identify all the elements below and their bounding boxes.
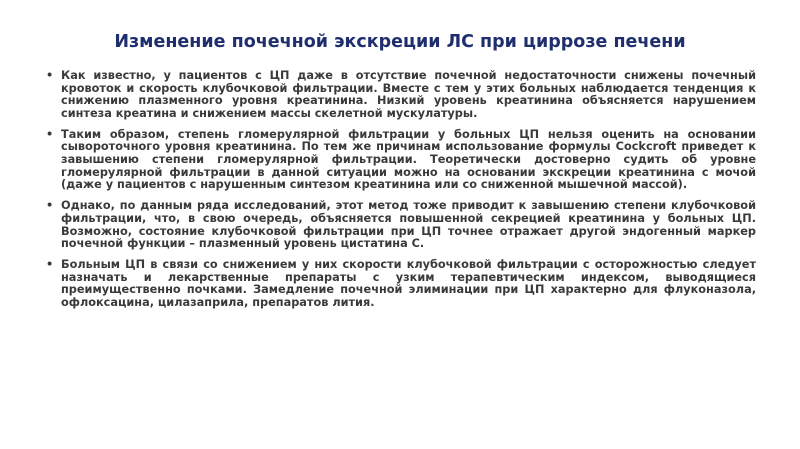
- bullet-icon: •: [46, 127, 54, 141]
- paragraph-text: Однако, по данным ряда исследований, этот метод тоже приводит к завышению степени клубочковой фильтрации, что, в свою очередь, объясняется повышенной секрецией креатинина у больных ЦП. Возможно, состояние клубочковой фильтрации при ЦП точнее отражает другой эндогенный маркер почечной функции – плазменный уровень цистатина С.: [61, 199, 756, 251]
- bullet-paragraph-2: [44, 129, 756, 192]
- bullet-icon: •: [46, 258, 54, 272]
- paragraph-text: Больным ЦП в связи со снижением у них скорости клубочковой фильтрации с осторожностью следует назначать и лекарственные препараты с узким терапевтическим индексом, выводящиеся преимущественно почками. Замедление почечной элиминации при ЦП характерно для флуконазола, офлоксацина, цилазаприла, препаратов лития.: [61, 258, 756, 309]
- bullet-icon: •: [46, 69, 54, 82]
- paragraph-text: Таким образом, степень гломерулярной фильтрации у больных ЦП нельзя оценить на основании сывороточного уровня креатинина. По тем же причинам использование формулы Cockcroft приведет к завышению степени гломерулярной фильтрации. Теоретически достоверно судить об уровне гломерулярной фильтрации в данной ситуации можно на основании экскреции креатинина с мочой (даже у пациентов с нарушенным синтезом креатинина или со сниженной мышечной массой).: [61, 127, 756, 192]
- bullet-icon: •: [46, 199, 54, 213]
- paragraph-text: Как известно, у пациентов с ЦП даже в отсутствие почечной недостаточности снижены почечный кровоток и скорость клубочковой фильтрации. Вместе с тем у этих больных наблюдается тенденция к снижению плазменного уровня креатинина. Низкий уровень креатинина объясняется нарушением синтеза креатина и снижением массы скелетной мускулатуры.: [61, 69, 756, 120]
- bullet-list: [44, 70, 756, 318]
- slide-title: Изменение почечной экскреции ЛС при циррозе печени: [114, 32, 686, 52]
- bullet-paragraph-3: [44, 200, 756, 250]
- bullet-paragraph-1: [44, 70, 756, 120]
- bullet-paragraph-4: [44, 259, 756, 309]
